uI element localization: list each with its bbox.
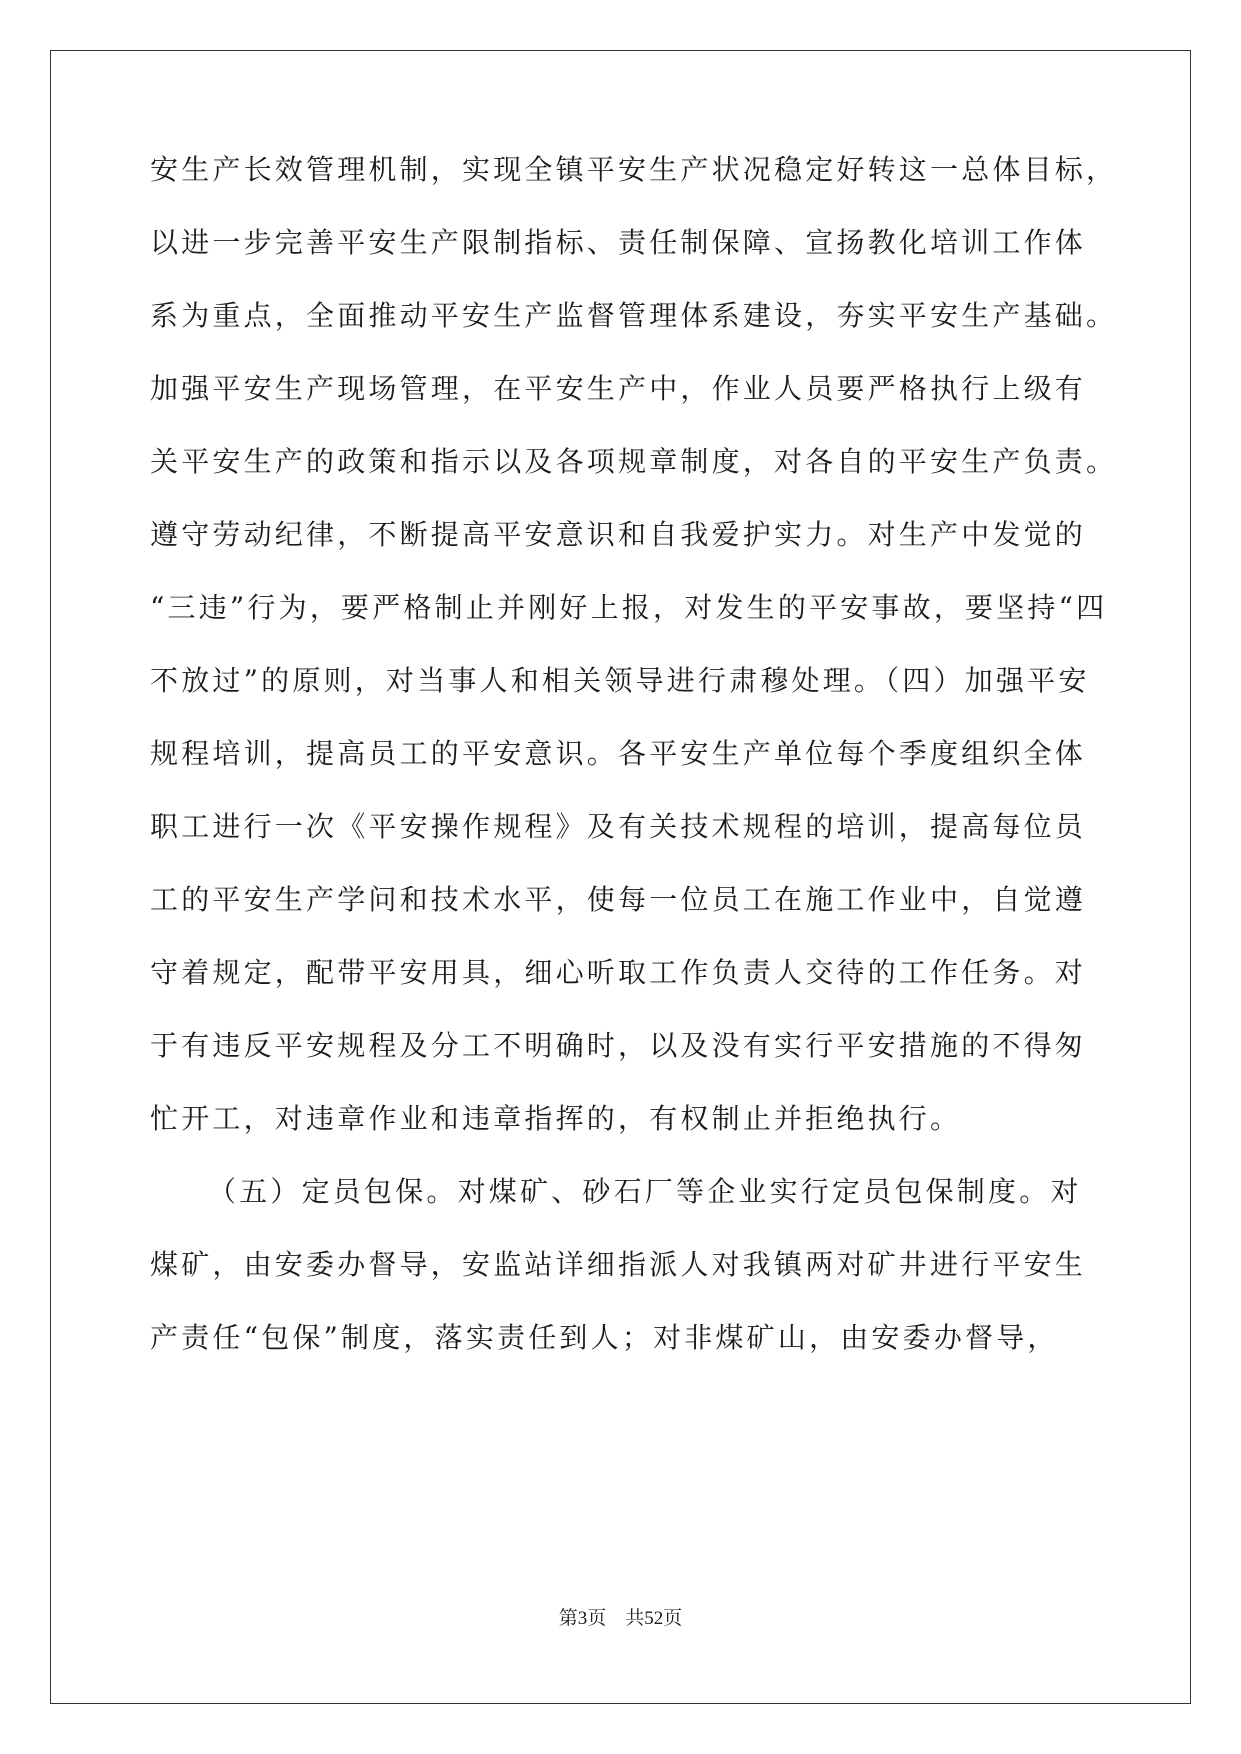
text-line: 系为重点，全面推动平安生产监督管理体系建设，夯实平安生产基础。 bbox=[150, 299, 1118, 332]
page-number-footer: 第3页 共52页 bbox=[558, 1608, 683, 1629]
text-line: 工的平安生产学问和技术水平，使每一位员工在施工作业中，自觉遵 bbox=[150, 883, 1087, 916]
text-line: 规程培训，提高员工的平安意识。各平安生产单位每个季度组织全体 bbox=[150, 737, 1087, 770]
text-line: 守着规定，配带平安用具，细心听取工作负责人交待的工作任务。对 bbox=[150, 956, 1087, 989]
text-line: 忙开工，对违章作业和违章指挥的，有权制止并拒绝执行。 bbox=[150, 1102, 962, 1135]
text-line: 职工进行一次《平安操作规程》及有关技术规程的培训，提高每位员 bbox=[150, 810, 1087, 843]
text-line: 加强平安生产现场管理，在平安生产中，作业人员要严格执行上级有 bbox=[150, 372, 1087, 405]
text-line: 不放过”的原则，对当事人和相关领导进行肃穆处理。（四）加强平安 bbox=[150, 664, 1090, 697]
text-line: 遵守劳动纪律，不断提高平安意识和自我爱护实力。对生产中发觉的 bbox=[150, 518, 1087, 551]
text-line: 安生产长效管理机制，实现全镇平安生产状况稳定好转这一总体目标， bbox=[150, 153, 1118, 186]
text-line: 关平安生产的政策和指示以及各项规章制度，对各自的平安生产负责。 bbox=[150, 445, 1118, 478]
text-line: 产责任“包保”制度，落实责任到人；对非煤矿山，由安委办督导， bbox=[150, 1321, 1059, 1354]
text-line: “三违”行为，要严格制止并刚好上报，对发生的平安事故，要坚持“四 bbox=[150, 591, 1108, 624]
text-line: 以进一步完善平安生产限制指标、责任制保障、宣扬教化培训工作体 bbox=[150, 226, 1087, 259]
text-line: 于有违反平安规程及分工不明确时，以及没有实行平安措施的不得匆 bbox=[150, 1029, 1087, 1062]
text-line: 煤矿，由安委办督导，安监站详细指派人对我镇两对矿井进行平安生 bbox=[150, 1248, 1087, 1281]
paragraph-first-line: （五）定员包保。对煤矿、砂石厂等企业实行定员包保制度。对 bbox=[208, 1175, 1082, 1208]
